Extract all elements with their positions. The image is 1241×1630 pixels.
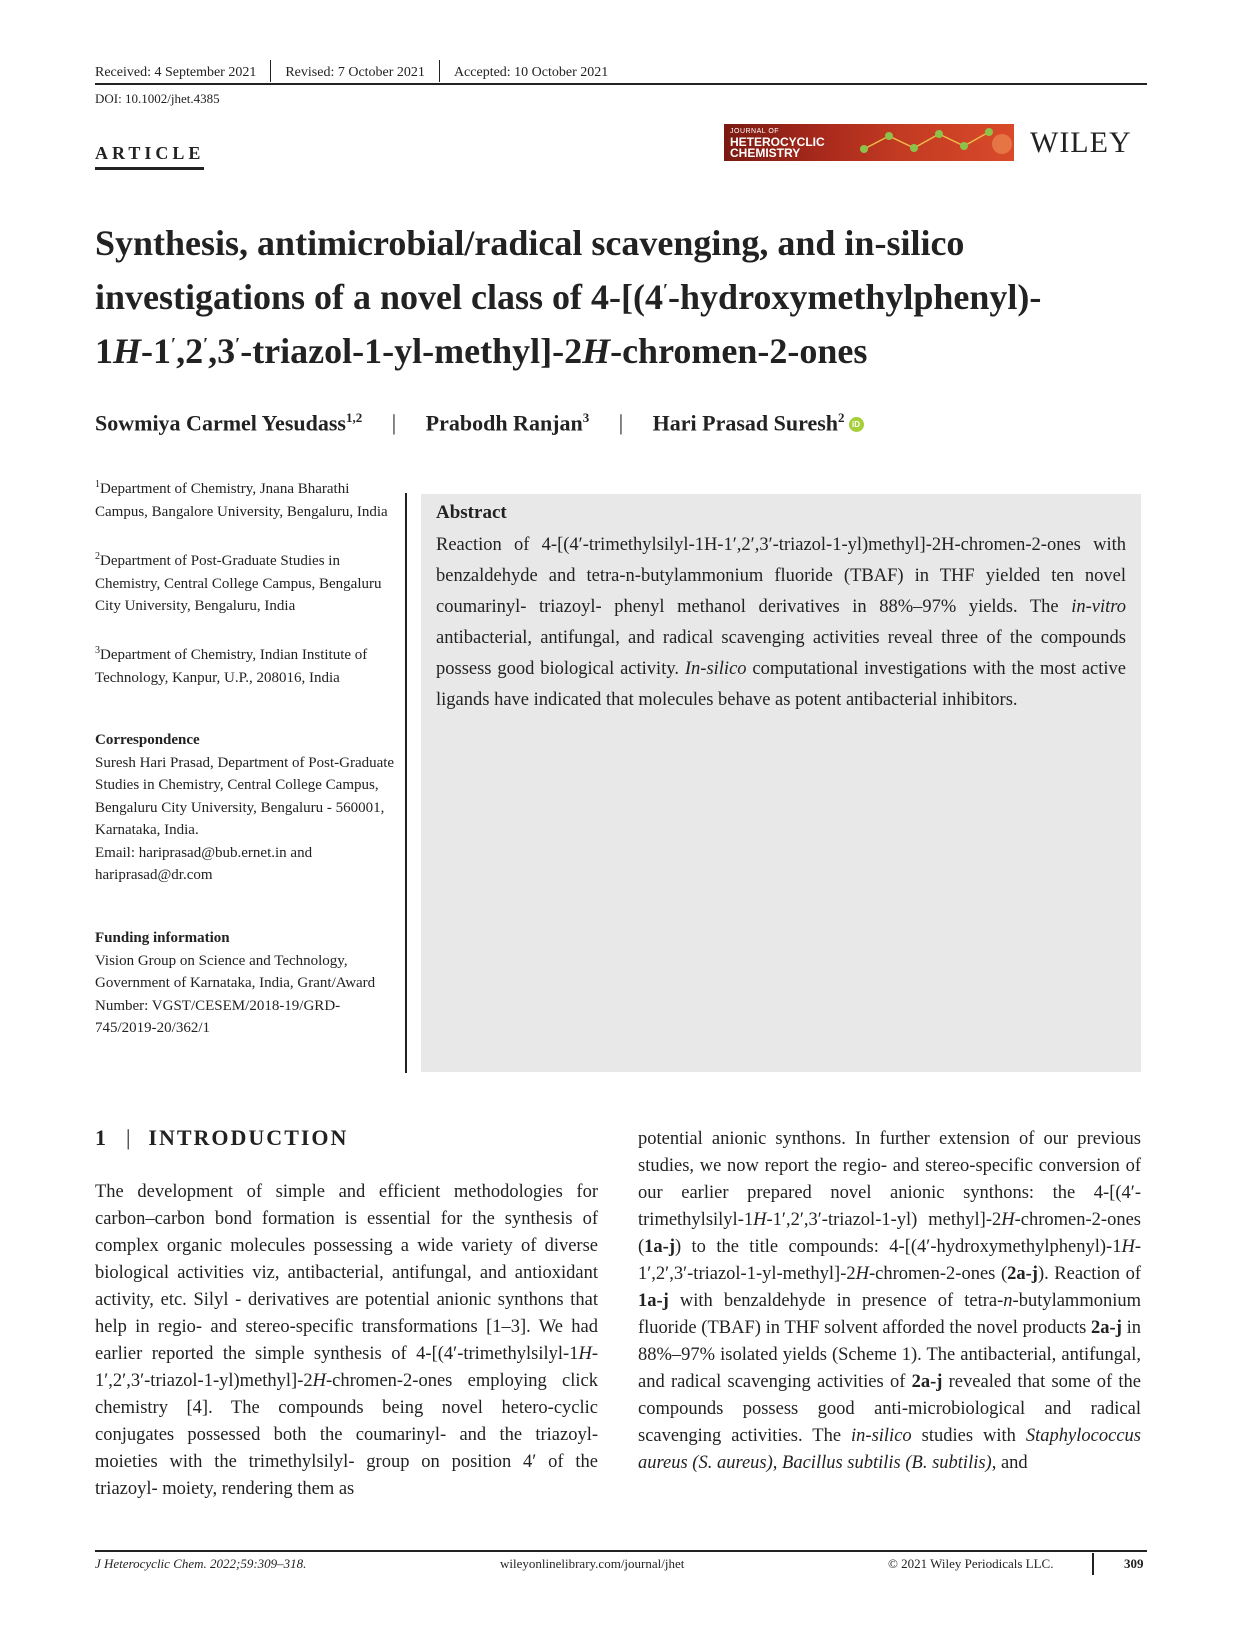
journal-logo-line2: HETEROCYCLIC — [730, 135, 825, 149]
affiliation-1: $^1$Department of Chemistry, Jnana Bharathi Campus, Bangalore University, Bengaluru, India — [95, 479, 388, 520]
journal-logo-line3: CHEMISTRY — [730, 146, 801, 160]
accepted-date: Accepted: 10 October 2021 — [453, 65, 609, 81]
author-name[interactable]: Prabodh Ranjan — [425, 410, 583, 436]
orcid-icon[interactable]: iD — [849, 417, 864, 432]
author-name[interactable]: Sowmiya Carmel Yesudass — [95, 410, 346, 436]
correspondence — [95, 729, 395, 887]
publisher-logo[interactable]: WILEY — [1030, 126, 1132, 159]
sidebar-divider — [405, 493, 407, 1073]
doi-link[interactable]: DOI: 10.1002/jhet.4385 — [95, 91, 220, 106]
revised-date: Revised: 7 October 2021 — [285, 65, 425, 81]
journal-citation: J Heterocyclic Chem. 2022;59:309–318. — [95, 1556, 307, 1571]
received-date: Received: 4 September 2021 — [95, 65, 257, 81]
funding-text: Vision Group on Science and Technology, Government of Karnataka, India, Grant/Award Number: VGST/CESEM/2018-19/GRD-745/2019-20/362/1 — [95, 952, 376, 1036]
intro-column-left: The development of simple and efficient methodologies for carbon–carbon bond formation is essential for the synthesis of complex organic molecules possessing a wide variety of diverse biological activities viz, antibacterial, antifungal, and antioxidant activity, etc. Silyl - derivatives are potential anionic synthons that help in regio- and stereo-specific transformations [1–3]. We had earlier reported the simple synthesis of 4-[(4′-trimethylsilyl-1H-1′,2′,3′-triazol-1-yl)methyl]-2H-chromen-2-ones employing click chemistry [4]. The compounds being novel hetero-cyclic conjugates possessed both the coumarinyl- and the triazoyl- moieties with the trimethylsilyl- group on position 4′ of the triazoyl- moiety, rendering them as — [95, 1182, 598, 1499]
footer-divider — [1092, 1553, 1094, 1575]
funding-information — [95, 927, 395, 1040]
divider — [270, 60, 271, 82]
copyright-notice: © 2021 Wiley Periodicals LLC. — [888, 1556, 1054, 1571]
page-number: 309 — [1124, 1556, 1144, 1571]
divider — [439, 60, 440, 82]
section-heading: 1 | INTRODUCTION — [95, 1125, 349, 1150]
article-type-label: ARTICLE — [95, 143, 204, 170]
intro-column-right: potential anionic synthons. In further extension of our previous studies, we now report the regio- and stereo-specific conversion of our earlier prepared novel anionic synthons: the 4-[(4′-trimethylsilyl-1H-1′,2′,3′-triazol-1-yl) methyl]-2H-chromen-2-ones (1a-j) to the title compounds: 4-[(4′-hydroxymethylphenyl)-1H-1′,2′,3′-triazol-1-yl-methyl]-2H-chromen-2-ones (2a-j). Reaction of 1a-j with benzaldehyde in presence of tetra-n-butylammonium fluoride (TBAF) in THF solvent afforded the novel products 2a-j in 88%–97% isolated yields (Scheme 1). The antibacterial, antifungal, and radical scavenging activities of 2a-j revealed that some of the compounds possess good anti-microbiological and radical scavenging activities. The in-silico studies with Staphylococcus aureus (S. aureus), Bacillus subtilis (B. subtilis), and — [638, 1129, 1142, 1473]
article-dates — [95, 62, 1147, 84]
affiliation-2: $^2$Department of Post-Graduate Studies in Chemistry, Central College Campus, Bengaluru City University, Bengaluru, India — [95, 551, 382, 614]
title-line-1: Synthesis, antimicrobial/radical scavenging, and in-silico — [95, 223, 965, 263]
journal-logo-line1: JOURNAL OF — [730, 128, 780, 135]
abstract-heading: Abstract — [436, 502, 507, 523]
correspondence-text: Suresh Hari Prasad, Department of Post-Graduate Studies in Chemistry, Central College Campus, Bengaluru City University, Bengaluru - 560001, Karnataka, India. — [95, 754, 395, 838]
title-line-2: investigations of a novel class of 4-[(4′-hydroxymethylphenyl)- — [95, 277, 1042, 317]
journal-url[interactable]: wileyonlinelibrary.com/journal/jhet — [500, 1556, 685, 1571]
affiliation-3: $^3$Department of Chemistry, Indian Institute of Technology, Kanpur, U.P., 208016, India — [95, 645, 368, 686]
correspondence-heading: Correspondence — [95, 732, 200, 748]
funding-heading: Funding information — [95, 930, 230, 946]
header-rule — [95, 83, 1147, 85]
correspondence-email[interactable]: Email: hariprasad@bub.ernet.in and hariprasad@dr.com — [95, 844, 313, 883]
paper-title — [95, 220, 1155, 375]
molecule-graphic — [844, 124, 1014, 161]
title-line-3: 1H-1′,2′,3′-triazol-1-yl-methyl]-2H-chromen-2-ones — [95, 331, 868, 371]
author-list: Sowmiya Carmel Yesudass$^{1,2}$ | Prabodh Ranjan$^3$ | Hari Prasad Suresh$^2$ iD — [95, 410, 864, 436]
abstract-text: Reaction of 4-[(4′-trimethylsilyl-1H-1′,2′,3′-triazol-1-yl)methyl]-2H-chromen-2-ones with benzaldehyde and tetra-n-butylammonium fluoride (TBAF) in THF yielded ten novel coumarinyl- triazoyl- phenyl methanol derivatives in 88%–97% yields. The in-vitro antibacterial, antifungal, and radical scavenging activities reveal three of the compounds possess good biological activity. In-silico computational investigations with the most active ligands have indicated that molecules behave as potent antibacterial inhibitors. — [436, 535, 1126, 710]
author-name[interactable]: Hari Prasad Suresh — [652, 410, 839, 436]
footer-rule — [95, 1550, 1147, 1552]
journal-logo[interactable] — [724, 124, 1014, 161]
